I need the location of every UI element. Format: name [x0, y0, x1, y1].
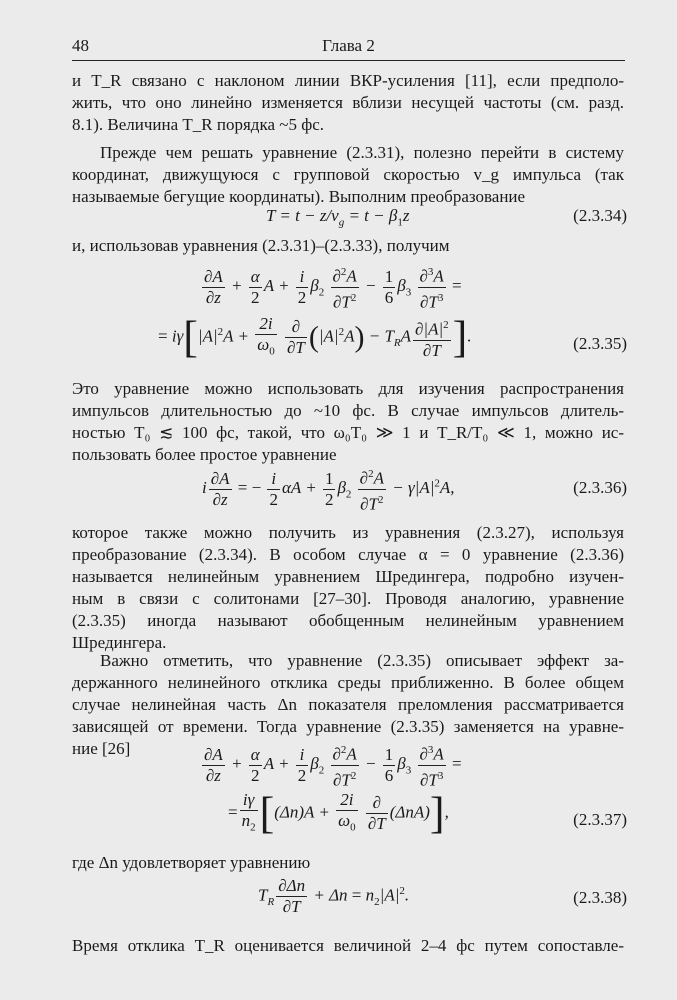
- text-line: Прежде чем решать уравнение (2.3.31), полезно перейти в систему: [100, 143, 624, 162]
- text-line: случае нелинейная часть Δn показателя преломления рассматривается: [72, 695, 624, 714]
- equation-number: (2.3.38): [573, 888, 627, 907]
- text-line: координат, движущуюся с групповой скоростью v_g импульса (так: [72, 165, 624, 184]
- equation-2-3-35-line-2: = $i\gamma[|A|^2A$ + $\frac{2i}{\omega_0}$ $\frac{\partial}{\partial T}$ $(|A|^2A) - T_RA$ $\frac{\partial|A|^2}{\partial T}$ ].: [158, 312, 472, 362]
- equation-2-3-38: [0, 876, 677, 924]
- paragraph-4: [72, 378, 624, 466]
- equation-number: (2.3.35): [573, 334, 627, 353]
- text-line: называется нелинейным уравнением Шредингера, подробно изучен-: [72, 567, 624, 586]
- text-line: Важно отметить, что уравнение (2.3.35) описывает эффект за-: [100, 651, 624, 670]
- chapter-title: Глава 2: [322, 36, 375, 55]
- text-line: Время отклика T_R оценивается величиной 2–4 фс путем сопоставле-: [72, 936, 624, 955]
- text-line: ностью T₀ ≲ 100 фс, такой, что ω₀T₀ ≫ 1 и T_R/T₀ ≪ 1, можно ис-: [72, 423, 624, 442]
- paragraph-2: [72, 142, 624, 208]
- page-header: [72, 36, 625, 62]
- equation-2-3-35-line-1: $\frac{\partial A}{\partial z}$ + $\frac{\alpha}{2}$ A + $\frac{i}{2}$ $\beta_2$ $\frac{\partial^2A}{\partial T^2}$ − $\frac{1}{6}$ $\beta_3$ $\frac{\partial^3A}{\partial T^3}$ =: [200, 262, 462, 312]
- text-line: называемые бегущие координаты). Выполним преобразование: [72, 187, 526, 206]
- equation-2-3-37: [0, 740, 677, 840]
- equation-2-3-37-line-2: = $\frac{i\gamma}{n_2}$ [(Δn)A + $\frac{2i}{\omega_0}$ $\frac{\partial}{\partial T}$ (ΔnA)],: [228, 788, 449, 838]
- text-line: где Δn удовлетворяет уравнению: [72, 853, 311, 872]
- text-line: преобразование (2.3.34). В особом случае α = 0 уравнение (2.3.36): [72, 545, 624, 564]
- text-line: зависящей от времени. Тогда уравнение (2.3.35) заменяется на уравне-: [72, 717, 624, 736]
- paragraph-7: [72, 852, 624, 874]
- header-rule: [72, 60, 625, 61]
- text-line: импульсов длительностью до ~10 фс. В случае импульсов длитель-: [72, 401, 624, 420]
- text-line: держанного нелинейного отклика среды приближенно. В более общем: [72, 673, 624, 692]
- equation-2-3-38-body: $T_R$ $\frac{\partial\Delta n}{\partial T}$ + $\Delta n = n_2|A|^2$.: [258, 876, 410, 916]
- paragraph-5: [72, 522, 624, 654]
- text-line: пользовать более простое уравнение: [72, 445, 337, 464]
- text-line: 8.1). Величина T_R порядка ~5 фс.: [72, 115, 325, 134]
- text-line: (2.3.35) иногда называют обобщенным нелинейным уравнением: [72, 611, 624, 630]
- paragraph-1: [72, 70, 624, 136]
- paragraph-8: [72, 935, 624, 957]
- equation-2-3-36: [0, 464, 677, 514]
- equation-2-3-36-body: i $\frac{\partial A}{\partial z}$ = − $\frac{i}{2}$ αA + $\frac{1}{2}$ $\beta_2$ $\frac{\partial^2A}{\partial T^2}$ − $\gamma|A|^2A$,: [202, 464, 455, 514]
- text-line: ние [26]: [72, 739, 131, 758]
- text-line: которое также можно получить из уравнения (2.3.27), используя: [72, 523, 624, 542]
- text-line: Это уравнение можно использовать для изучения распространения: [72, 379, 624, 398]
- text-line: и, использовав уравнения (2.3.31)–(2.3.33), получим: [72, 236, 450, 255]
- equation-number: (2.3.36): [573, 478, 627, 497]
- equation-2-3-35: [0, 262, 677, 372]
- text-line: и T_R связано с наклоном линии ВКР-усиления [11], если предполо-: [72, 71, 624, 90]
- text-line: ным в связи с солитонами [27–30]. Проводя аналогию, уравнение: [72, 589, 624, 608]
- equation-number: (2.3.34): [573, 206, 627, 225]
- paragraph-3: [72, 235, 624, 257]
- text-line: Шредингера.: [72, 633, 167, 652]
- equation-number: (2.3.37): [573, 810, 627, 829]
- text-line: жить, что оно линейно изменяется вблизи несущей частоты (см. разд.: [72, 93, 624, 112]
- equation-2-3-34: [0, 206, 677, 232]
- page-number: 48: [72, 36, 89, 55]
- equation-2-3-37-line-1: $\frac{\partial A}{\partial z}$ + $\frac{\alpha}{2}$ A + $\frac{i}{2}$ $\beta_2$ $\frac{\partial^2A}{\partial T^2}$ − $\frac{1}{6}$ $\beta_3$ $\frac{\partial^3A}{\partial T^3}$ =: [200, 740, 462, 790]
- equation-2-3-34-body: $T = t - z/v_g = t - \beta_1z$: [266, 206, 410, 229]
